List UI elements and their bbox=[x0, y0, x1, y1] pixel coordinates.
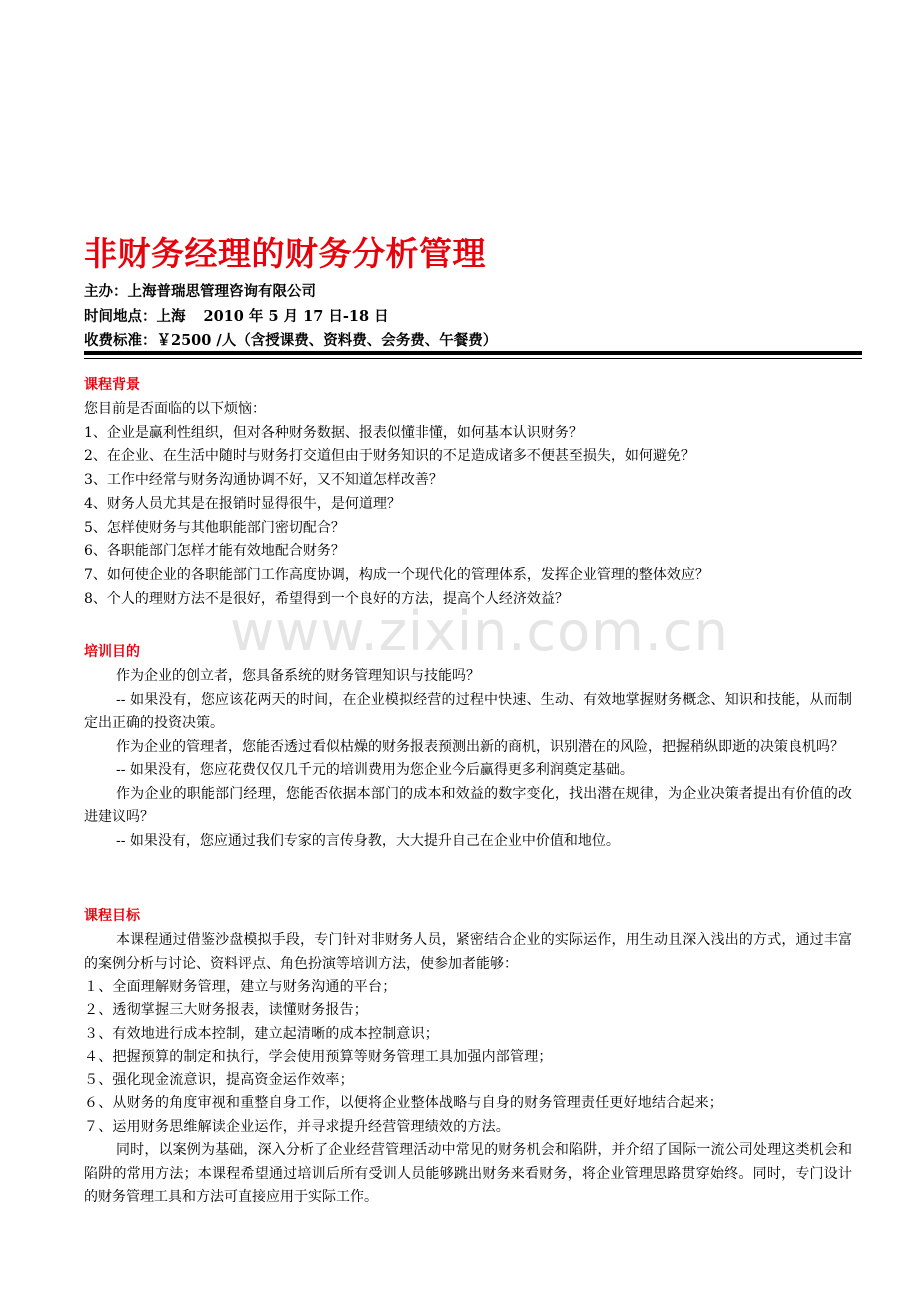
purpose-paragraph: 作为企业的创立者，您具备系统的财务管理知识与技能吗？ bbox=[116, 668, 480, 684]
goals-item: ７、运用财务思维解读企业运作，并寻求提升经营管理绩效的方法。 bbox=[84, 1118, 510, 1135]
background-item: 8、个人的理财方法不是很好，希望得到一个良好的方法，提高个人经济效益？ bbox=[84, 590, 569, 607]
organizer-line: 主办：上海普瑞思管理咨询有限公司 bbox=[84, 283, 316, 300]
section-background bbox=[84, 373, 852, 611]
background-item: 7、如何使企业的各职能部门工作高度协调，构成一个现代化的管理体系，发挥企业管理的整体效应？ bbox=[84, 566, 709, 583]
section-heading-background: 课程背景 bbox=[84, 377, 140, 393]
goals-item: ３、有效地进行成本控制，建立起清晰的成本控制意识； bbox=[84, 1025, 439, 1042]
background-item: 2、在企业、在生活中随时与财务打交道但由于财务知识的不足造成诸多不便甚至损失，如何避免？ bbox=[84, 448, 695, 465]
section-purpose bbox=[84, 640, 852, 853]
goals-item: １、全面理解财务管理，建立与财务沟通的平台； bbox=[84, 979, 397, 995]
purpose-paragraph: -- 如果没有，您应通过我们专家的言传身教，大大提升自己在企业中价值和地位。 bbox=[116, 832, 620, 849]
time-place-date: 2010 年 5 月 17 日-18 日 bbox=[203, 308, 389, 325]
time-place-line bbox=[84, 305, 389, 326]
watermark: www.zixin.com.cn bbox=[230, 600, 729, 663]
section-goals bbox=[84, 904, 852, 1210]
section-heading-goals: 课程目标 bbox=[84, 908, 140, 924]
purpose-paragraph: 作为企业的职能部门经理，您能否依据本部门的成本和效益的数字变化，找出潜在规律，为企业决策者提出有价值的改进建议吗？ bbox=[84, 785, 852, 825]
fee-line: 收费标准：￥2500 /人（含授课费、资料费、会务费、午餐费） bbox=[84, 332, 498, 349]
document-title: 非财务经理的财务分析管理 bbox=[84, 234, 486, 273]
goals-item: ４、把握预算的制定和执行，学会使用预算等财务管理工具加强内部管理； bbox=[84, 1048, 553, 1065]
purpose-paragraph: -- 如果没有，您应该花两天的时间，在企业模拟经营的过程中快速、生动、有效地掌握财务概念、知识和技能，从而制定出正确的投资决策。 bbox=[84, 691, 852, 731]
goals-outro: 同时，以案例为基础，深入分析了企业经营管理活动中常见的财务机会和陷阱，并介绍了国际一流公司处理这类机会和陷阱的常用方法；本课程希望通过培训后所有受训人员能够跳出财务来看财务，将企业管理思路贯穿始终。同时，专门设计的财务管理工具和方法可直接应用于实际工作。 bbox=[84, 1142, 852, 1206]
background-item: 1、企业是赢利性组织，但对各种财务数据、报表似懂非懂，如何基本认识财务？ bbox=[84, 424, 583, 441]
header-rule-thin bbox=[84, 358, 862, 359]
background-item: 4、财务人员尤其是在报销时显得很牛，是何道理？ bbox=[84, 495, 401, 512]
purpose-paragraph: 作为企业的管理者，您能否透过看似枯燥的财务报表预测出新的商机，识别潜在的风险，把握稍纵即逝的决策良机吗？ bbox=[116, 738, 844, 755]
background-item: 6、各职能部门怎样才能有效地配合财务？ bbox=[84, 543, 345, 560]
background-item: 5、怎样使财务与其他职能部门密切配合？ bbox=[84, 519, 345, 536]
goals-item: ２、透彻掌握三大财务报表，读懂财务报告； bbox=[84, 1002, 368, 1019]
time-place-label: 时间地点：上海 bbox=[84, 308, 186, 325]
goals-item: ６、从财务的角度审视和重整自身工作，以便将企业整体战略与自身的财务管理责任更好地结合起来； bbox=[84, 1095, 723, 1112]
header-rule-thick bbox=[84, 351, 862, 355]
goals-intro: 本课程通过借鉴沙盘模拟手段，专门针对非财务人员，紧密结合企业的实际运作，用生动且深入浅出的方式，通过丰富的案例分析与讨论、资料评点、角色扮演等培训方法，使参加者能够： bbox=[84, 932, 852, 972]
section-heading-purpose: 培训目的 bbox=[84, 644, 140, 660]
purpose-paragraph: -- 如果没有，您应花费仅仅几千元的培训费用为您企业今后赢得更多利润奠定基础。 bbox=[116, 762, 634, 778]
background-intro: 您目前是否面临的以下烦恼： bbox=[84, 401, 266, 417]
goals-item: ５、强化现金流意识，提高资金运作效率； bbox=[84, 1072, 354, 1089]
background-item: 3、工作中经常与财务沟通协调不好，又不知道怎样改善？ bbox=[84, 472, 443, 489]
